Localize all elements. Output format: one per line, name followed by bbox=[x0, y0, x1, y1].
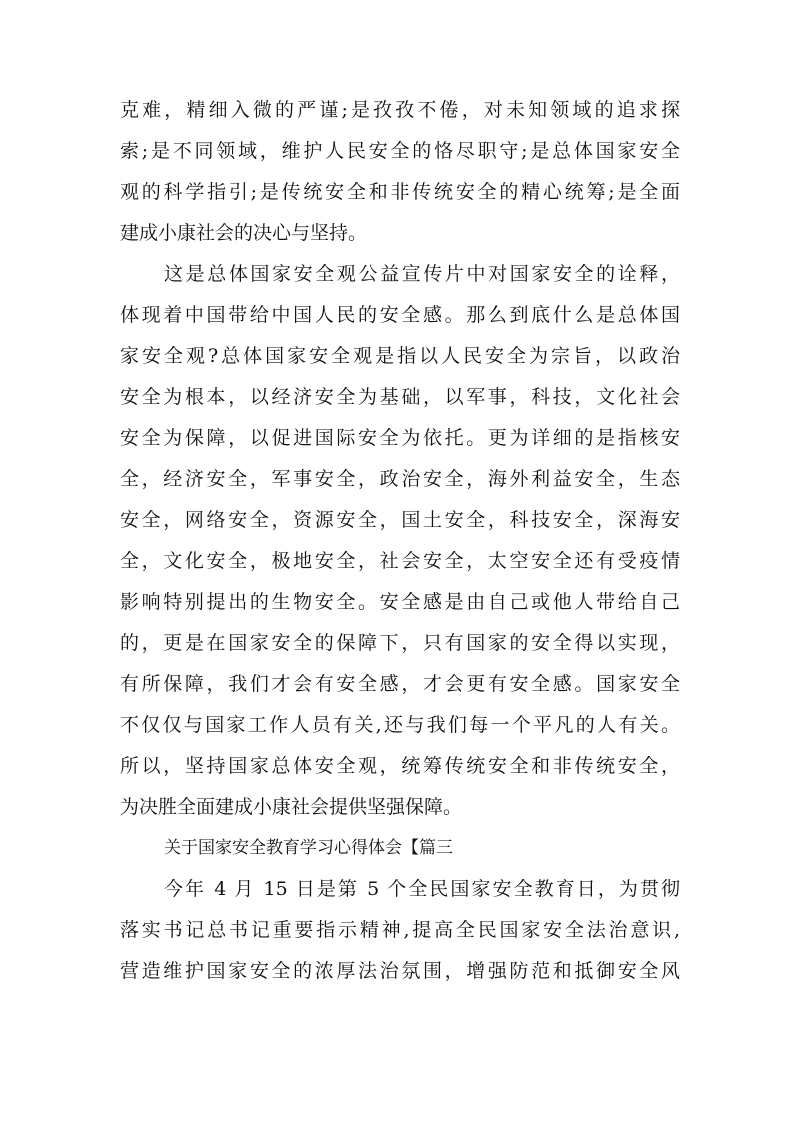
text-line: 所以，坚持国家总体安全观，统筹传统安全和非传统安全， bbox=[120, 755, 680, 777]
text-line: 营造维护国家安全的浓厚法治氛围，增强防范和抵御安全风 bbox=[120, 960, 680, 982]
text-line: 这是总体国家安全观公益宣传片中对国家安全的诠释， bbox=[164, 263, 680, 285]
text-line: 为决胜全面建成小康社会提供坚强保障。 bbox=[120, 796, 463, 818]
text-line: 的，更是在国家安全的保障下，只有国家的安全得以实现， bbox=[120, 632, 680, 654]
text-line: 家安全观?总体国家安全观是指以人民安全为宗旨，以政治 bbox=[120, 345, 680, 367]
text-line: 体现着中国带给中国人民的安全感。那么到底什么是总体国 bbox=[120, 304, 680, 326]
text-line: 安全为根本，以经济安全为基础，以军事，科技，文化社会 bbox=[120, 386, 680, 408]
paragraph-1 bbox=[120, 90, 680, 254]
text-line: 索;是不同领域，维护人民安全的恪尽职守;是总体国家安全 bbox=[120, 140, 680, 162]
paragraph-2 bbox=[120, 254, 680, 828]
text-line: 建成小康社会的决心与坚持。 bbox=[120, 222, 368, 244]
text-line: 落实书记总书记重要指示精神,提高全民国家安全法治意识, bbox=[120, 919, 680, 941]
text-line: 影响特别提出的生物安全。安全感是由自己或他人带给自己 bbox=[120, 591, 680, 613]
text-line: 克难，精细入微的严谨;是孜孜不倦，对未知领域的追求探 bbox=[120, 99, 680, 121]
text-line: 有所保障，我们才会有安全感，才会更有安全感。国家安全 bbox=[120, 673, 680, 695]
text-line: 安全，网络安全，资源安全，国土安全，科技安全，深海安 bbox=[120, 509, 680, 531]
text-line: 安全为保障，以促进国际安全为依托。更为详细的是指核安 bbox=[120, 427, 680, 449]
section-heading: 关于国家安全教育学习心得体会【篇三 bbox=[164, 838, 453, 858]
text-line: 全，经济安全，军事安全，政治安全，海外利益安全，生态 bbox=[120, 468, 680, 490]
document-page bbox=[120, 90, 680, 992]
text-line: 全，文化安全，极地安全，社会安全，太空安全还有受疫情 bbox=[120, 550, 680, 572]
paragraph-3 bbox=[120, 869, 680, 992]
text-line: 观的科学指引;是传统安全和非传统安全的精心统筹;是全面 bbox=[120, 181, 680, 203]
text-line: 今年 4 月 15 日是第 5 个全民国家安全教育日，为贯彻 bbox=[164, 878, 680, 900]
text-line: 不仅仅与国家工作人员有关,还与我们每一个平凡的人有关。 bbox=[120, 714, 680, 736]
